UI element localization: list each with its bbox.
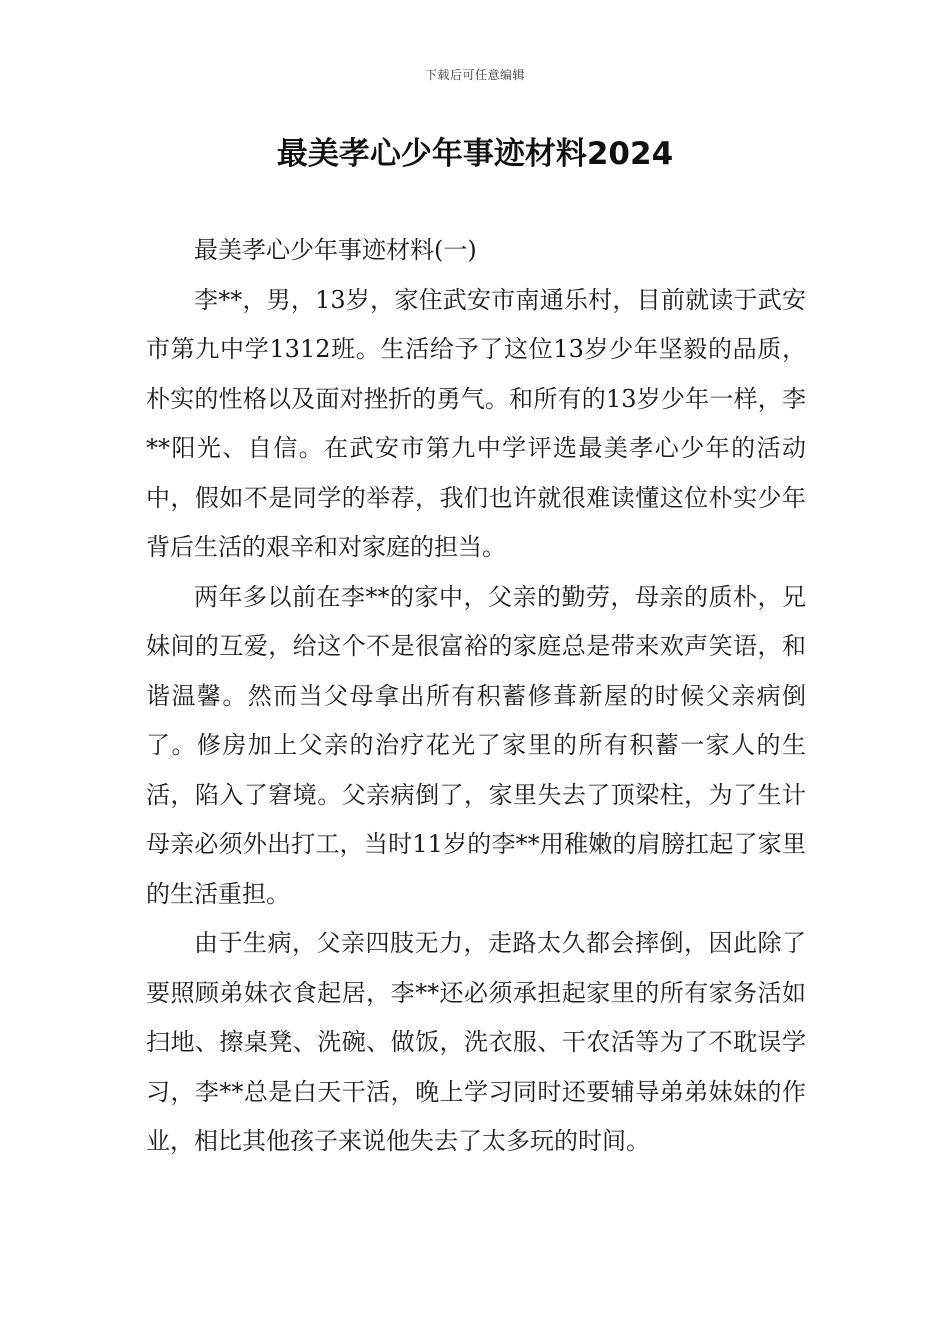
paragraph-1: 李**，男，13岁，家住武安市南通乐村，目前就读于武安市第九中学1312班。生活给予了这位13岁少年坚毅的品质，朴实的性格以及面对挫折的勇气。和所有的13岁少年一样，李**阳光、自信。在武安市第九中学评选最美孝心少年的活动中，假如不是同学的举荐，我们也许就很难读懂这位朴实少年背后生活的艰辛和对家庭的担当。 bbox=[146, 285, 806, 561]
paragraph-3: 由于生病，父亲四肢无力，走路太久都会摔倒，因此除了要照顾弟妹衣食起居，李**还必须承担起家里的所有家务活如扫地、擦桌凳、洗碗、做饭，洗衣服、干农活等为了不耽误学习，李**总是白天干活，晚上学习同时还要辅导弟弟妹妹的作业，相比其他孩子来说他失去了太多玩的时间。 bbox=[146, 929, 806, 1155]
document-title: 最美孝心少年事迹材料2024 bbox=[276, 136, 674, 172]
document-body bbox=[146, 226, 806, 1167]
header-note: 下载后可任意编辑 bbox=[424, 68, 525, 82]
section-subtitle: 最美孝心少年事迹材料(一) bbox=[194, 236, 477, 264]
paragraph-2: 两年多以前在李**的家中，父亲的勤劳，母亲的质朴，兄妹间的互爱，给这个不是很富裕的家庭总是带来欢声笑语，和谐温馨。然而当父母拿出所有积蓄修葺新屋的时候父亲病倒了。修房加上父亲的治疗花光了家里的所有积蓄一家人的生活，陷入了窘境。父亲病倒了，家里失去了顶梁柱，为了生计母亲必须外出打工，当时11岁的李**用稚嫩的肩膀扛起了家里的生活重担。 bbox=[146, 582, 806, 908]
